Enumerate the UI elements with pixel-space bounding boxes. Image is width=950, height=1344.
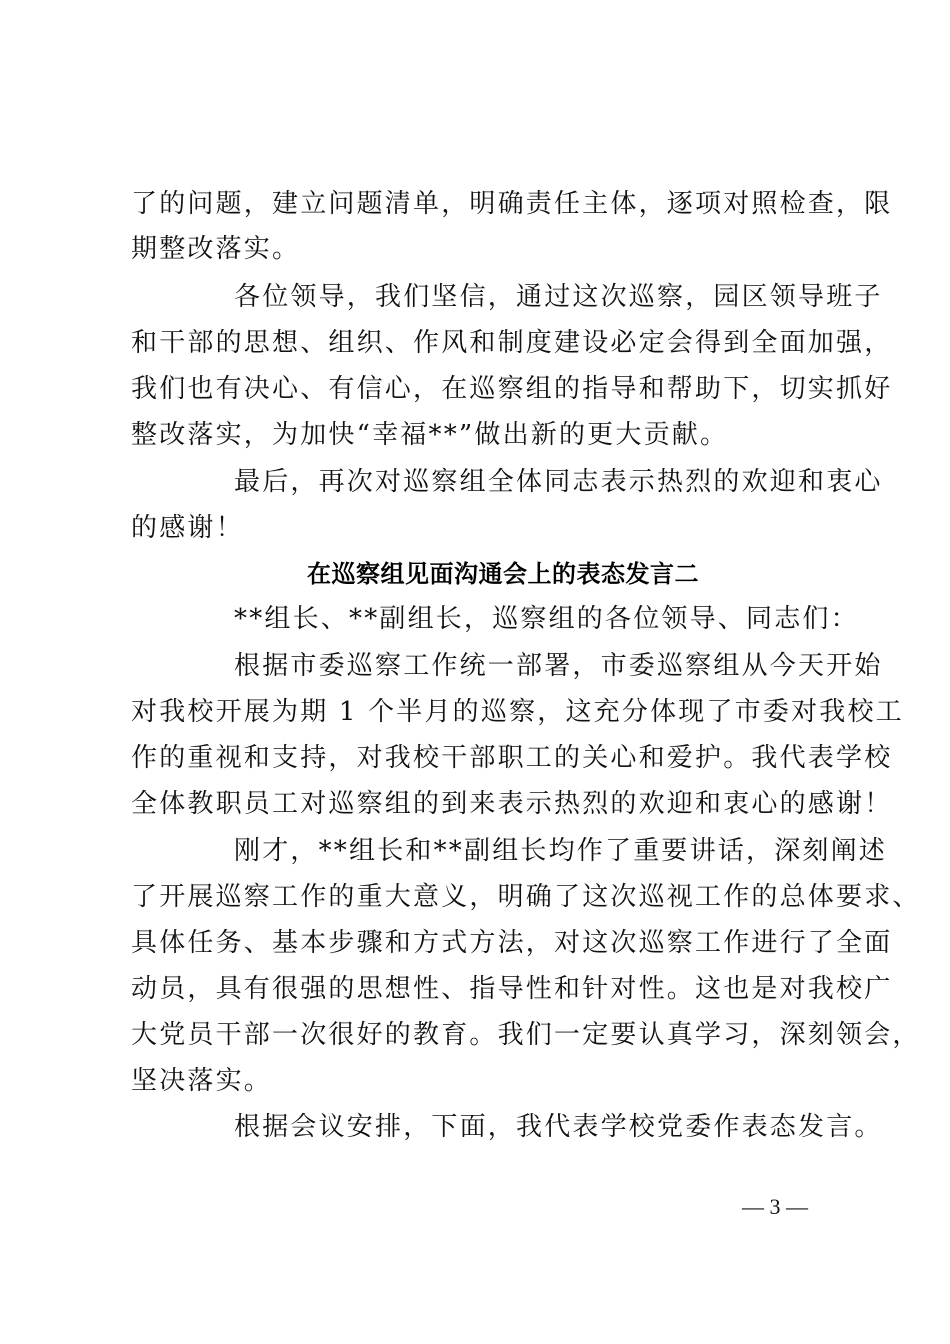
paragraph-line: 的感谢！ [131,513,244,543]
paragraph-line: 和干部的思想、组织、作风和制度建设必定会得到全面加强， [131,328,893,358]
paragraph-line: 根据会议安排，下面，我代表学校党委作表态发言。 [234,1112,883,1142]
paragraph-line: 各位领导，我们坚信，通过这次巡察，园区领导班子 [234,282,883,312]
paragraph-line: 作的重视和支持，对我校干部职工的关心和爱护。我代表学校 [131,743,893,773]
salutation: **组长、**副组长，巡察组的各位领导、同志们： [234,604,859,634]
paragraph-line: 坚决落实。 [131,1066,273,1096]
paragraph-line: 了的问题，建立问题清单，明确责任主体，逐项对照检查，限 [131,189,893,219]
section-title: 在巡察组见面沟通会上的表态发言二 [307,559,699,588]
paragraph-line: 根据市委巡察工作统一部署，市委巡察组从今天开始 [234,651,883,681]
page-number: — 3 — [742,1194,808,1219]
paragraph-line: 对我校开展为期 1 个半月的巡察，这充分体现了市委对我校工 [131,697,904,727]
paragraph-line: 期整改落实。 [131,234,301,264]
paragraph-line: 刚才，**组长和**副组长均作了重要讲话，深刻阐述 [234,836,888,866]
paragraph-line: 我们也有决心、有信心，在巡察组的指导和帮助下，切实抓好 [131,374,893,404]
paragraph-line: 全体教职员工对巡察组的到来表示热烈的欢迎和衷心的感谢！ [131,789,893,819]
paragraph-line: 具体任务、基本步骤和方式方法，对这次巡察工作进行了全面 [131,928,893,958]
paragraph-line: 整改落实，为加快“幸福**”做出新的更大贡献。 [131,420,729,450]
paragraph-line: 动员，具有很强的思想性、指导性和针对性。这也是对我校广 [131,974,893,1004]
paragraph-line: 了开展巡察工作的重大意义，明确了这次巡视工作的总体要求、 [131,882,921,912]
paragraph-line: 大党员干部一次很好的教育。我们一定要认真学习，深刻领会， [131,1020,921,1050]
paragraph-line: 最后，再次对巡察组全体同志表示热烈的欢迎和衷心 [234,467,883,497]
